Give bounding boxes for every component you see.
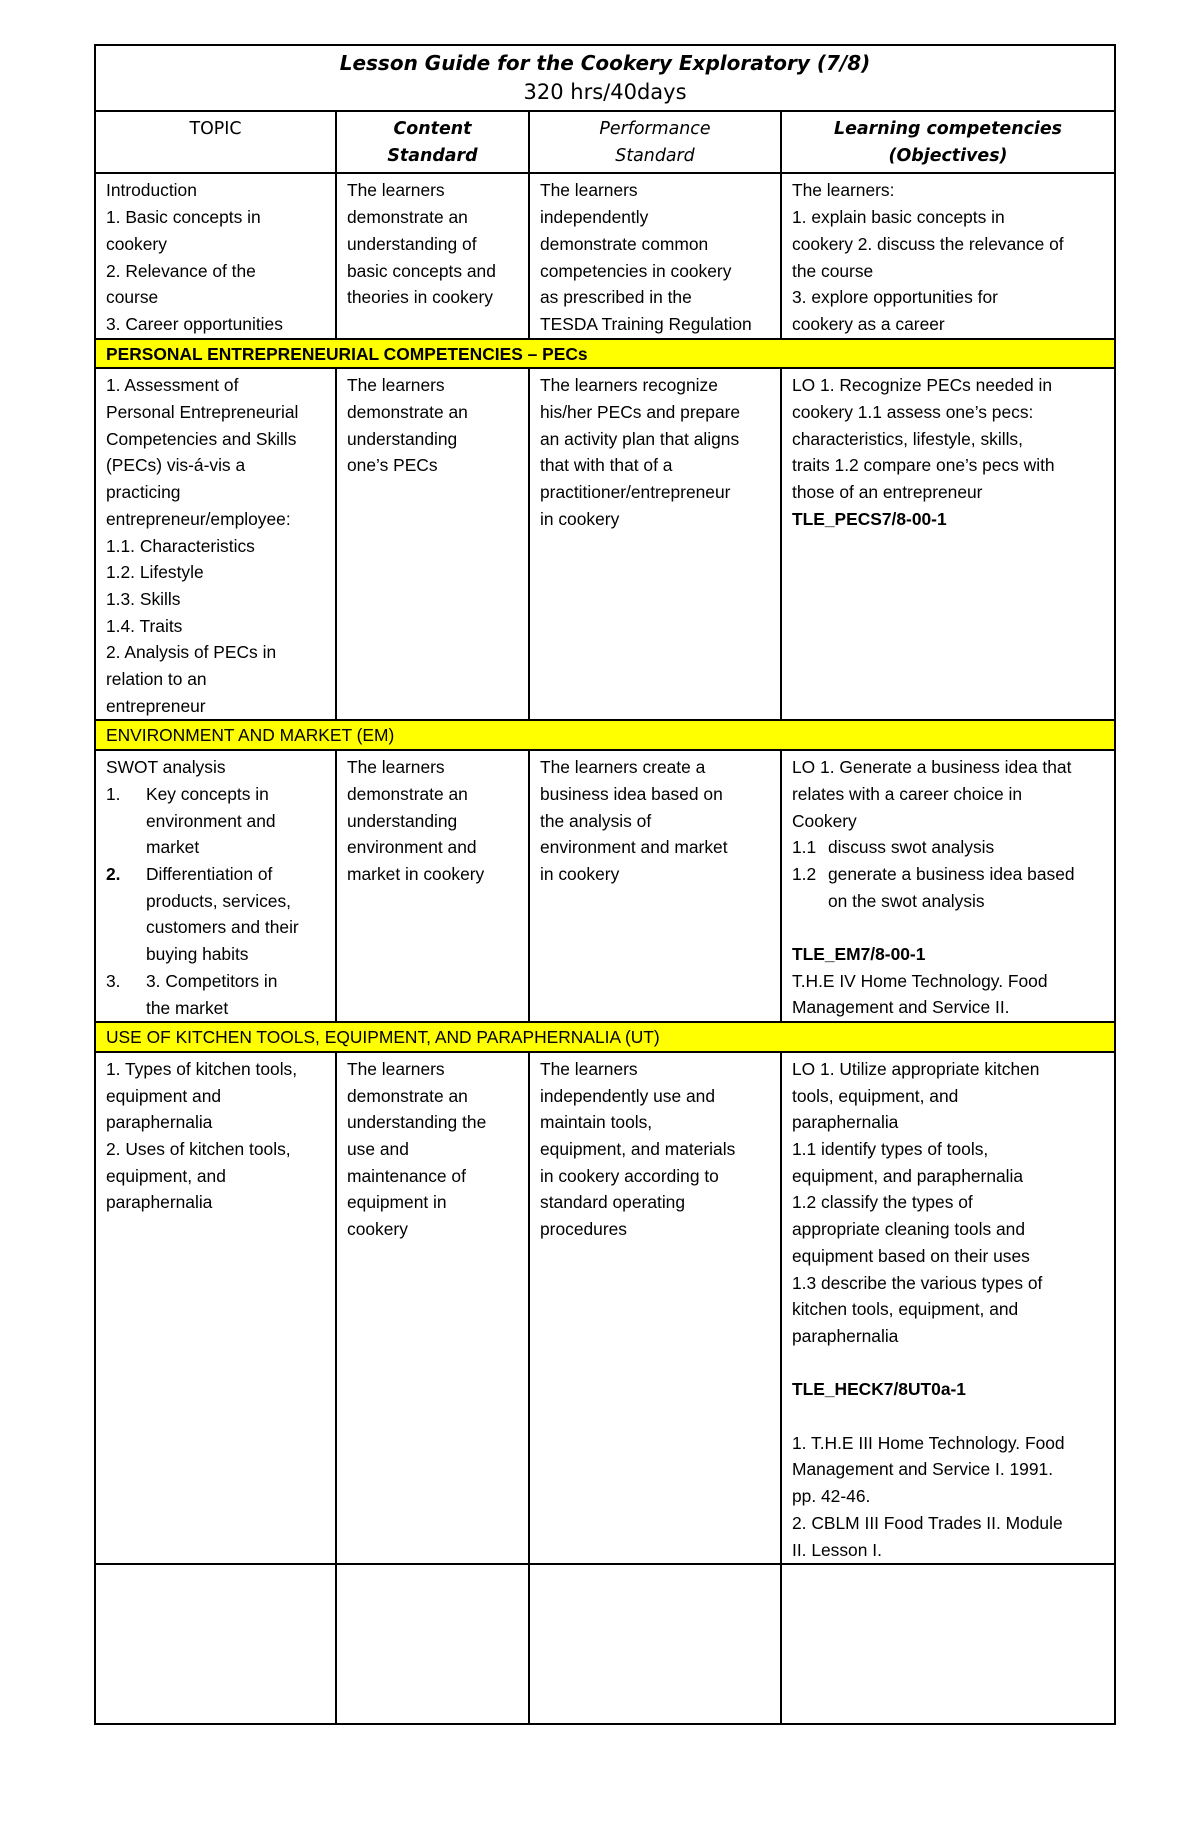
text-line: demonstrate an xyxy=(347,1085,468,1106)
empty-cell xyxy=(781,1564,1115,1724)
text-line: paraphernalia xyxy=(792,1325,899,1346)
em-content-cell xyxy=(336,750,529,1022)
text-line: demonstrate an xyxy=(347,783,468,804)
ut-performance-cell xyxy=(529,1052,781,1564)
text-line: basic concepts and xyxy=(347,260,496,281)
header-content-label: Content xyxy=(393,119,472,139)
section-em-banner: ENVIRONMENT AND MARKET (EM) xyxy=(95,720,1115,750)
lesson-guide-table xyxy=(94,44,1116,1725)
spacer xyxy=(792,1350,1104,1377)
text-line: The learners xyxy=(540,180,638,201)
text-line: 1.1. Characteristics xyxy=(106,535,255,556)
text-line: in cookery xyxy=(540,508,620,529)
text-line: characteristics, lifestyle, skills, xyxy=(792,428,1023,449)
section-pecs-banner: PERSONAL ENTREPRENEURIAL COMPETENCIES – PECs xyxy=(95,339,1115,369)
item-number: 2. xyxy=(106,863,121,884)
numbered-item xyxy=(106,781,325,861)
text-line: equipment based on their uses xyxy=(792,1245,1030,1266)
text-line: SWOT analysis xyxy=(106,757,226,778)
header-learning-competencies xyxy=(781,111,1115,173)
text-line: independently xyxy=(540,207,649,228)
ut-row xyxy=(95,1052,1115,1564)
reference-line: Management and Service II. xyxy=(792,997,1010,1018)
text-line: equipment in xyxy=(347,1192,447,1213)
text-line: equipment and xyxy=(106,1085,222,1106)
document-title: Lesson Guide for the Cookery Exploratory (7/8) xyxy=(339,51,871,75)
item-number: 1.1 xyxy=(792,837,817,858)
text-line: The learners: xyxy=(792,180,895,201)
text-line: business idea based on xyxy=(540,783,723,804)
title-row xyxy=(95,45,1115,111)
ut-learning-cell xyxy=(781,1052,1115,1564)
reference-line: II. Lesson I. xyxy=(792,1539,882,1560)
text-line: (PECs) vis-á-vis a xyxy=(106,455,246,476)
spacer xyxy=(792,1403,1104,1430)
text-line: The learners xyxy=(540,1058,638,1079)
text-line: market xyxy=(146,837,200,858)
numbered-item xyxy=(106,968,325,1021)
text-line: understanding the xyxy=(347,1112,487,1133)
text-line: equipment, and xyxy=(106,1165,226,1186)
text-line: customers and their xyxy=(146,917,299,938)
text-line: Key concepts in xyxy=(146,783,269,804)
text-line: use and xyxy=(347,1139,409,1160)
text-line: 1.2. Lifestyle xyxy=(106,562,204,583)
spacer xyxy=(792,914,1104,941)
text-line: procedures xyxy=(540,1219,628,1240)
text-line: paraphernalia xyxy=(106,1192,213,1213)
reference-line: 2. CBLM III Food Trades II. Module xyxy=(792,1512,1063,1533)
text-line: environment and xyxy=(347,837,477,858)
reference-line: 1. T.H.E III Home Technology. Food xyxy=(792,1432,1065,1453)
text-line: Cookery xyxy=(792,810,857,831)
text-line: cookery as a career xyxy=(792,313,945,334)
text-line: 3. explore opportunities for xyxy=(792,287,998,308)
text-line: theories in cookery xyxy=(347,287,493,308)
text-line: the market xyxy=(146,997,229,1018)
text-line: 2. Analysis of PECs in xyxy=(106,642,277,663)
text-line: appropriate cleaning tools and xyxy=(792,1219,1026,1240)
text-line: The learners xyxy=(347,180,445,201)
text-line: discuss swot analysis xyxy=(828,837,995,858)
text-line: standard operating xyxy=(540,1192,686,1213)
header-performance-label-2: Standard xyxy=(615,145,695,166)
text-line: tools, equipment, and xyxy=(792,1085,959,1106)
intro-topic-cell xyxy=(95,173,336,338)
text-line: his/her PECs and prepare xyxy=(540,402,741,423)
text-line: the analysis of xyxy=(540,810,652,831)
competency-code: TLE_EM7/8-00-1 xyxy=(792,944,926,965)
section-ut-banner: USE OF KITCHEN TOOLS, EQUIPMENT, AND PARAPHERNALIA (UT) xyxy=(95,1022,1115,1052)
text-line: in cookery xyxy=(540,863,620,884)
text-line: as prescribed in the xyxy=(540,287,692,308)
text-line: Differentiation of xyxy=(146,863,273,884)
text-line: entrepreneur xyxy=(106,695,206,716)
text-line: demonstrate an xyxy=(347,402,468,423)
text-line: paraphernalia xyxy=(792,1112,899,1133)
text-line: one’s PECs xyxy=(347,455,438,476)
text-line: 1.4. Traits xyxy=(106,615,183,636)
text-line: LO 1. Generate a business idea that xyxy=(792,757,1072,778)
text-line: The learners xyxy=(347,375,445,396)
text-line: 3. Career opportunities xyxy=(106,313,283,334)
text-line: 2. Relevance of the xyxy=(106,260,256,281)
text-line: relates with a career choice in xyxy=(792,783,1023,804)
reference-line: Management and Service I. 1991. xyxy=(792,1459,1054,1480)
text-line: practicing xyxy=(106,482,181,503)
text-line: LO 1. Utilize appropriate kitchen xyxy=(792,1058,1040,1079)
text-line: in cookery according to xyxy=(540,1165,719,1186)
text-line: demonstrate common xyxy=(540,233,709,254)
text-line: relation to an xyxy=(106,669,207,690)
text-line: practitioner/entrepreneur xyxy=(540,482,731,503)
empty-cell xyxy=(529,1564,781,1724)
text-line: The learners create a xyxy=(540,757,706,778)
text-line: environment and market xyxy=(540,837,728,858)
text-line: 1. Basic concepts in xyxy=(106,207,261,228)
header-content-standard xyxy=(336,111,529,173)
pecs-content-cell xyxy=(336,368,529,720)
text-line: entrepreneur/employee: xyxy=(106,508,291,529)
competency-code: TLE_PECS7/8-00-1 xyxy=(792,508,947,529)
item-number: 3. xyxy=(106,970,121,991)
em-topic-cell xyxy=(95,750,336,1022)
text-line: 2. Uses of kitchen tools, xyxy=(106,1139,291,1160)
text-line: 3. Competitors in xyxy=(146,970,278,991)
intro-learning-cell xyxy=(781,173,1115,338)
text-line: market in cookery xyxy=(347,863,485,884)
numbered-item xyxy=(792,834,1104,861)
empty-cell xyxy=(95,1564,336,1724)
pecs-row xyxy=(95,368,1115,720)
text-line: environment and xyxy=(146,810,276,831)
text-line: 1.3 describe the various types of xyxy=(792,1272,1043,1293)
text-line: products, services, xyxy=(146,890,291,911)
text-line: 1. Types of kitchen tools, xyxy=(106,1058,298,1079)
header-content-label-2: Standard xyxy=(387,145,478,166)
text-line: 1.1 identify types of tools, xyxy=(792,1139,989,1160)
text-line: buying habits xyxy=(146,944,249,965)
text-line: cookery xyxy=(106,233,167,254)
empty-row xyxy=(95,1564,1115,1724)
text-line: kitchen tools, equipment, and xyxy=(792,1299,1019,1320)
em-row xyxy=(95,750,1115,1022)
text-line: cookery 2. discuss the relevance of xyxy=(792,233,1064,254)
text-line: The learners xyxy=(347,757,445,778)
section-pecs-row xyxy=(95,339,1115,369)
empty-cell xyxy=(336,1564,529,1724)
text-line: 1.3. Skills xyxy=(106,588,181,609)
text-line: competencies in cookery xyxy=(540,260,732,281)
header-row xyxy=(95,111,1115,173)
header-topic-label: TOPIC xyxy=(189,119,242,139)
text-line: understanding of xyxy=(347,233,477,254)
em-learning-cell xyxy=(781,750,1115,1022)
duration-label: 320 hrs/40days xyxy=(523,80,687,104)
text-line: TESDA Training Regulation xyxy=(540,313,752,334)
text-line: cookery xyxy=(347,1219,408,1240)
header-learning-label-2: (Objectives) xyxy=(888,145,1008,166)
numbered-item xyxy=(792,861,1104,914)
text-line: LO 1. Recognize PECs needed in xyxy=(792,375,1053,396)
header-learning-label: Learning competencies xyxy=(834,119,1062,139)
text-line: on the swot analysis xyxy=(828,890,985,911)
text-line: The learners xyxy=(347,1058,445,1079)
text-line: equipment, and paraphernalia xyxy=(792,1165,1024,1186)
text-line: cookery 1.1 assess one’s pecs: xyxy=(792,402,1034,423)
text-line: Personal Entrepreneurial xyxy=(106,402,299,423)
text-line: maintain tools, xyxy=(540,1112,653,1133)
text-line: Competencies and Skills xyxy=(106,428,297,449)
text-line: 1. Assessment of xyxy=(106,375,239,396)
text-line: traits 1.2 compare one’s pecs with xyxy=(792,455,1055,476)
text-line: independently use and xyxy=(540,1085,716,1106)
text-line: those of an entrepreneur xyxy=(792,482,983,503)
header-topic xyxy=(95,111,336,173)
text-line: 1.2 classify the types of xyxy=(792,1192,973,1213)
ut-content-cell xyxy=(336,1052,529,1564)
text-line: demonstrate an xyxy=(347,207,468,228)
text-line: that with that of a xyxy=(540,455,673,476)
numbered-item xyxy=(106,861,325,968)
text-line: understanding xyxy=(347,428,458,449)
reference-line: T.H.E IV Home Technology. Food xyxy=(792,970,1048,991)
lesson-guide-sheet xyxy=(94,44,1114,1725)
section-ut-row xyxy=(95,1022,1115,1052)
pecs-topic-cell xyxy=(95,368,336,720)
text-line: 1. explain basic concepts in xyxy=(792,207,1005,228)
text-line: course xyxy=(106,287,159,308)
title-cell xyxy=(95,45,1115,111)
reference-line: pp. 42-46. xyxy=(792,1486,871,1507)
text-line: equipment, and materials xyxy=(540,1139,736,1160)
text-line: paraphernalia xyxy=(106,1112,213,1133)
em-performance-cell xyxy=(529,750,781,1022)
text-line: an activity plan that aligns xyxy=(540,428,740,449)
item-number: 1. xyxy=(106,783,121,804)
text-line: the course xyxy=(792,260,874,281)
intro-performance-cell xyxy=(529,173,781,338)
ut-topic-cell xyxy=(95,1052,336,1564)
text-line: maintenance of xyxy=(347,1165,466,1186)
pecs-performance-cell xyxy=(529,368,781,720)
text-line: generate a business idea based xyxy=(828,863,1075,884)
competency-code: TLE_HECK7/8UT0a-1 xyxy=(792,1379,966,1400)
header-performance-standard xyxy=(529,111,781,173)
text-line: understanding xyxy=(347,810,458,831)
pecs-learning-cell xyxy=(781,368,1115,720)
header-performance-label: Performance xyxy=(599,119,711,139)
text-line: The learners recognize xyxy=(540,375,718,396)
intro-row xyxy=(95,173,1115,338)
section-em-row xyxy=(95,720,1115,750)
intro-content-cell xyxy=(336,173,529,338)
item-number: 1.2 xyxy=(792,863,817,884)
text-line: Introduction xyxy=(106,180,197,201)
